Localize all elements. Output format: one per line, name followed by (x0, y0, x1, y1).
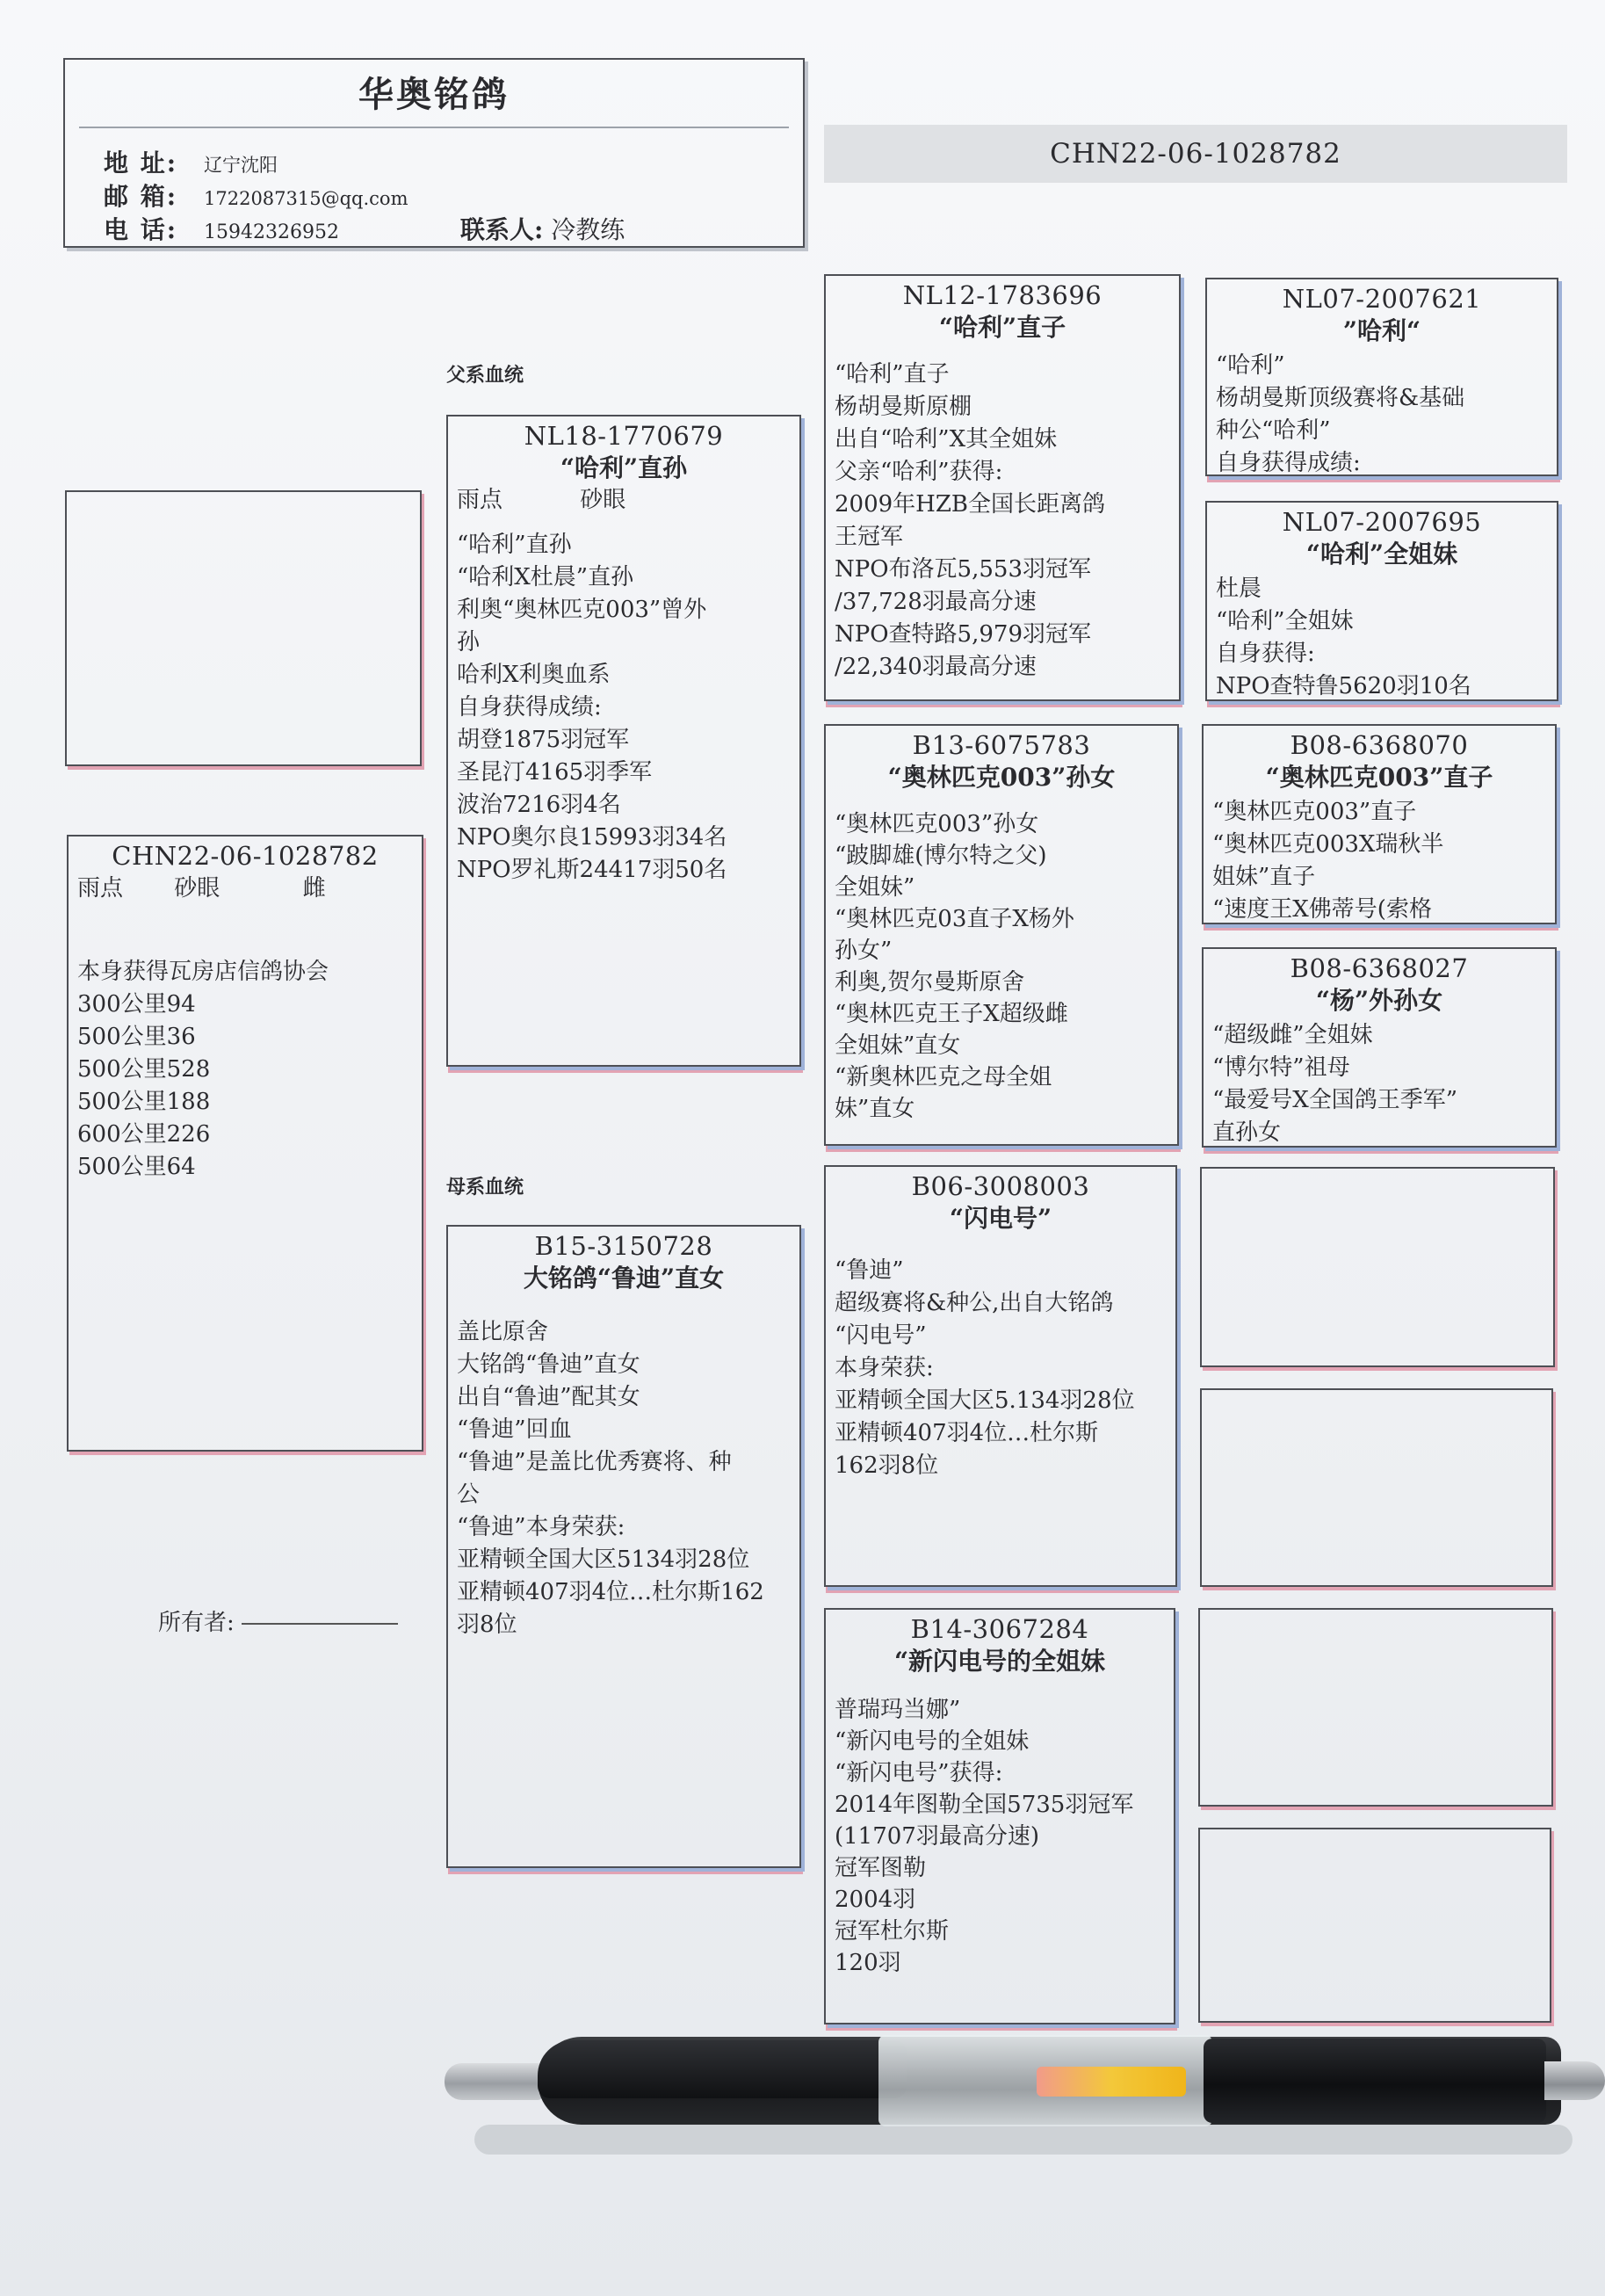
great-grandparent-2-line: 杜晨 (1216, 576, 1262, 602)
maternal-grandsire-ring: B06-3008003 (911, 1171, 1090, 1201)
sire-line: 利奥“奥林匹克003”曾外 (457, 597, 707, 623)
subject-color: 雨点 (77, 875, 124, 902)
paternal-grandsire-line: NPO查特路5,979羽冠军 (835, 621, 1091, 648)
sire-details (457, 529, 791, 887)
great-grandparent-card-5 (1200, 1167, 1555, 1367)
great-grandparent-card-3 (1202, 724, 1557, 924)
address-value: 辽宁沈阳 (204, 155, 278, 176)
sire-line: 自身获得成绩: (457, 694, 602, 721)
subject-attributes (77, 873, 413, 903)
paternal-granddam-line: 全姐妹”直女 (835, 1032, 961, 1059)
photo-frame (65, 490, 422, 766)
great-grandparent-4-line: “超级雌”全姐妹 (1212, 1022, 1373, 1048)
maternal-granddam-ring: B14-3067284 (910, 1614, 1089, 1644)
paternal-granddam-line: “新奥林匹克之母全姐 (835, 1064, 1052, 1090)
email-value: 1722087315@qq.com (204, 188, 408, 209)
sire-line: 圣昆汀4165羽季军 (457, 759, 653, 786)
maternal-granddam-line: 冠军杜尔斯 (835, 1918, 950, 1945)
paternal-grandsire-line: /37,728羽最高分速 (835, 589, 1037, 615)
great-grandparent-2-ring: NL07-2007695 (1282, 507, 1482, 537)
pen-click-button (445, 2063, 543, 2100)
great-grandparent-3-details (1212, 796, 1546, 923)
email-row (104, 177, 408, 213)
great-grandparent-2-line: “哈利”全姐妹 (1216, 608, 1354, 634)
breeder-name: 华奥铭鸽 (358, 74, 510, 115)
paternal-granddam-line: “奥林匹克003”孙女 (835, 811, 1039, 837)
breeder-header (63, 58, 805, 248)
maternal-granddam-card (824, 1608, 1175, 2024)
maternal-grandsire-line: 亚精顿407羽4位…杜尔斯 (835, 1420, 1099, 1446)
pen-clip (538, 2040, 907, 2098)
subject-card (67, 835, 423, 1452)
sire-line: 哈利X利奥血系 (457, 662, 611, 688)
dam-ring: B15-3150728 (534, 1231, 713, 1261)
maternal-grandsire-line: 超级赛将&种公,出自大铭鸽 (835, 1290, 1114, 1316)
paternal-grandsire-line: “哈利”直子 (835, 361, 950, 387)
dam-line: 大铭鸽“鲁迪”直女 (457, 1351, 640, 1378)
paternal-grandsire-line: 杨胡曼斯原棚 (835, 394, 972, 420)
subject-line: 本身获得瓦房店信鸽协会 (77, 959, 329, 985)
subject-line: 500公里64 (77, 1154, 196, 1180)
owner-field (158, 1604, 398, 1637)
sire-color: 雨点 (457, 487, 503, 513)
great-grandparent-card-2 (1205, 501, 1558, 701)
paternal-grandsire-ring: NL12-1783696 (902, 280, 1103, 310)
great-grandparent-1-line: 种公“哈利” (1216, 417, 1331, 444)
paternal-granddam-details (835, 808, 1168, 1125)
great-grandparent-3-line: 姐妹”直子 (1212, 864, 1316, 890)
paternal-grandsire-details (835, 359, 1170, 684)
paternal-grandsire-line: 王冠军 (835, 524, 904, 550)
great-grandparent-card-6 (1200, 1388, 1553, 1587)
sire-line: 胡登1875羽冠军 (457, 727, 630, 753)
contact-person-row (460, 211, 625, 246)
great-grandparent-4-line: “最爱号X全国鸽王季军” (1212, 1087, 1458, 1113)
great-grandparent-card-1 (1205, 278, 1558, 476)
great-grandparent-card-4 (1202, 947, 1557, 1148)
paternal-grandsire-line: 2009年HZB全国长距离鸽 (835, 491, 1106, 518)
great-grandparent-2-title: “哈利”全姐妹 (1305, 540, 1458, 569)
subject-line: 600公里226 (77, 1121, 211, 1148)
sire-line: “哈利X杜晨”直孙 (457, 564, 634, 590)
pen-ink-refill (1037, 2067, 1186, 2097)
pen-shadow (474, 2125, 1572, 2155)
subject-results (77, 956, 413, 1184)
paternal-granddam-line: 妹”直女 (835, 1096, 915, 1122)
sire-attributes (457, 485, 791, 515)
sire-line-label: 父系血统 (446, 364, 524, 387)
subject-sex: 雌 (302, 875, 326, 902)
great-grandparent-2-details (1216, 573, 1548, 699)
sire-line: 波治7216羽4名 (457, 792, 621, 818)
sire-card (446, 415, 801, 1067)
paternal-granddam-title: “奥林匹克003”孙女 (887, 763, 1116, 792)
subject-line: 500公里188 (77, 1089, 211, 1115)
great-grandparent-1-details (1216, 350, 1548, 474)
great-grandparent-1-line: 自身获得成绩: (1216, 450, 1361, 474)
dam-details (457, 1316, 791, 1641)
maternal-grandsire-line: 162羽8位 (835, 1452, 939, 1479)
great-grandparent-3-line: “奥林匹克003”直子 (1212, 799, 1417, 825)
contact-value: 冷教练 (551, 215, 625, 244)
sire-line: NPO罗礼斯24417羽50名 (457, 857, 727, 883)
subject-line: 300公里94 (77, 991, 196, 1018)
great-grandparent-4-title: “杨”外孙女 (1315, 986, 1443, 1015)
maternal-grandsire-card (824, 1165, 1177, 1587)
great-grandparent-1-title: ”哈利“ (1342, 316, 1421, 345)
paternal-granddam-line: “奥林匹克王子X超级雌 (835, 1001, 1068, 1027)
paternal-granddam-card (824, 724, 1179, 1146)
sire-title: “哈利”直孙 (560, 453, 688, 482)
dam-line: “鲁迪”回血 (457, 1416, 572, 1443)
paternal-granddam-line: 孙女” (835, 938, 893, 964)
paternal-granddam-line: 全姐妹” (835, 874, 915, 901)
maternal-grandsire-line: 本身荣获: (835, 1355, 934, 1381)
email-label: 邮 箱: (104, 182, 178, 211)
dam-card (446, 1225, 801, 1868)
great-grandparent-4-details (1212, 1019, 1546, 1146)
owner-label: 所有者: (158, 1610, 235, 1636)
maternal-granddam-line: 2004羽 (835, 1887, 916, 1913)
phone-value: 15942326952 (204, 221, 339, 243)
maternal-grandsire-line: “鲁迪” (835, 1257, 904, 1284)
paternal-grandsire-card (824, 274, 1181, 701)
subject-line: 500公里528 (77, 1056, 211, 1083)
subject-ring: CHN22-06-1028782 (112, 841, 379, 871)
paternal-granddam-line: 利奥,贺尔曼斯原舍 (835, 969, 1025, 996)
great-grandparent-3-title: “奥林匹克003”直子 (1265, 763, 1493, 792)
owner-signature-line (242, 1623, 398, 1625)
subject-line: 500公里36 (77, 1024, 196, 1050)
great-grandparent-card-7 (1198, 1608, 1553, 1807)
great-grandparent-4-line: 直孙女 (1212, 1119, 1282, 1146)
maternal-grandsire-line: 亚精顿全国大区5.134羽28位 (835, 1387, 1135, 1414)
maternal-granddam-line: 冠军图勒 (835, 1855, 927, 1881)
great-grandparent-3-line: “速度王X佛蒂号(索格 (1212, 896, 1432, 923)
paternal-grandsire-title: “哈利”直子 (938, 313, 1066, 342)
maternal-granddam-line: 2014年图勒全国5735羽冠军 (835, 1792, 1134, 1818)
maternal-grandsire-line: “闪电号” (835, 1322, 927, 1349)
paternal-grandsire-line: /22,340羽最高分速 (835, 654, 1037, 680)
paternal-grandsire-line: 父亲“哈利”获得: (835, 459, 1003, 485)
paternal-grandsire-line: 出自“哈利”X其全姐妹 (835, 426, 1058, 453)
sire-ring: NL18-1770679 (524, 421, 724, 451)
dam-line: “鲁迪”本身荣获: (457, 1514, 625, 1540)
maternal-granddam-line: 120羽 (835, 1950, 901, 1976)
ring-number-banner: CHN22-06-1028782 (824, 125, 1567, 183)
header-divider (79, 127, 789, 128)
dam-title: 大铭鸽“鲁迪”直女 (523, 1264, 725, 1293)
paternal-granddam-ring: B13-6075783 (912, 730, 1091, 760)
maternal-grandsire-title: “闪电号” (949, 1204, 1052, 1233)
maternal-granddam-line: 普瑞玛当娜” (835, 1697, 961, 1723)
great-grandparent-1-line: “哈利” (1216, 352, 1285, 379)
dam-line: 出自“鲁迪”配其女 (457, 1384, 640, 1410)
great-grandparent-1-ring: NL07-2007621 (1282, 284, 1482, 314)
sire-line: “哈利”直孙 (457, 532, 572, 558)
phone-label: 电 话: (104, 215, 178, 244)
sire-line: NPO奥尔良15993羽34名 (457, 824, 727, 851)
pen-grip (1204, 2039, 1546, 2123)
paternal-granddam-line: “奥林匹克03直子X杨外 (835, 906, 1074, 932)
great-grandparent-3-line: “奥林匹克003X瑞秋半 (1212, 831, 1444, 858)
great-grandparent-4-ring: B08-6368027 (1290, 953, 1469, 983)
great-grandparent-2-line: 自身获得: (1216, 641, 1315, 667)
paternal-granddam-line: “跛脚雄(博尔特之父) (835, 843, 1047, 869)
dam-line: 亚精顿407羽4位…杜尔斯162 (457, 1579, 764, 1605)
great-grandparent-3-ring: B08-6368070 (1290, 730, 1469, 760)
paternal-grandsire-line: NPO布洛瓦5,553羽冠军 (835, 556, 1091, 583)
phone-row (104, 211, 339, 246)
dam-line: 亚精顿全国大区5134羽28位 (457, 1546, 750, 1573)
sire-eye: 砂眼 (580, 487, 626, 513)
dam-line: “鲁迪”是盖比优秀赛将、种 (457, 1449, 732, 1475)
great-grandparent-4-line: “博尔特”祖母 (1212, 1054, 1350, 1081)
maternal-granddam-line: (11707羽最高分速) (835, 1823, 1039, 1850)
sire-line: 孙 (457, 629, 481, 655)
subject-eye: 砂眼 (174, 875, 221, 902)
maternal-granddam-line: “新闪电号的全姐妹 (835, 1728, 1030, 1755)
address-label: 地 址: (104, 148, 178, 177)
contact-label: 联系人: (460, 215, 544, 244)
maternal-granddam-title: “新闪电号的全姐妹 (893, 1647, 1106, 1676)
great-grandparent-1-line: 杨胡曼斯顶级赛将&基础 (1216, 385, 1465, 411)
dam-line-label: 母系血统 (446, 1176, 524, 1199)
great-grandparent-2-line: NPO查特鲁5620羽10名 (1216, 673, 1471, 699)
great-grandparent-card-8 (1198, 1828, 1551, 2023)
pen-tip (1544, 2061, 1605, 2100)
dam-line: 羽8位 (457, 1612, 517, 1638)
dam-line: 盖比原舍 (457, 1319, 549, 1345)
dam-line: 公 (457, 1481, 481, 1508)
address-row (104, 144, 278, 179)
maternal-granddam-line: “新闪电号”获得: (835, 1760, 1003, 1786)
maternal-granddam-details (835, 1694, 1165, 1979)
maternal-grandsire-details (835, 1255, 1167, 1482)
